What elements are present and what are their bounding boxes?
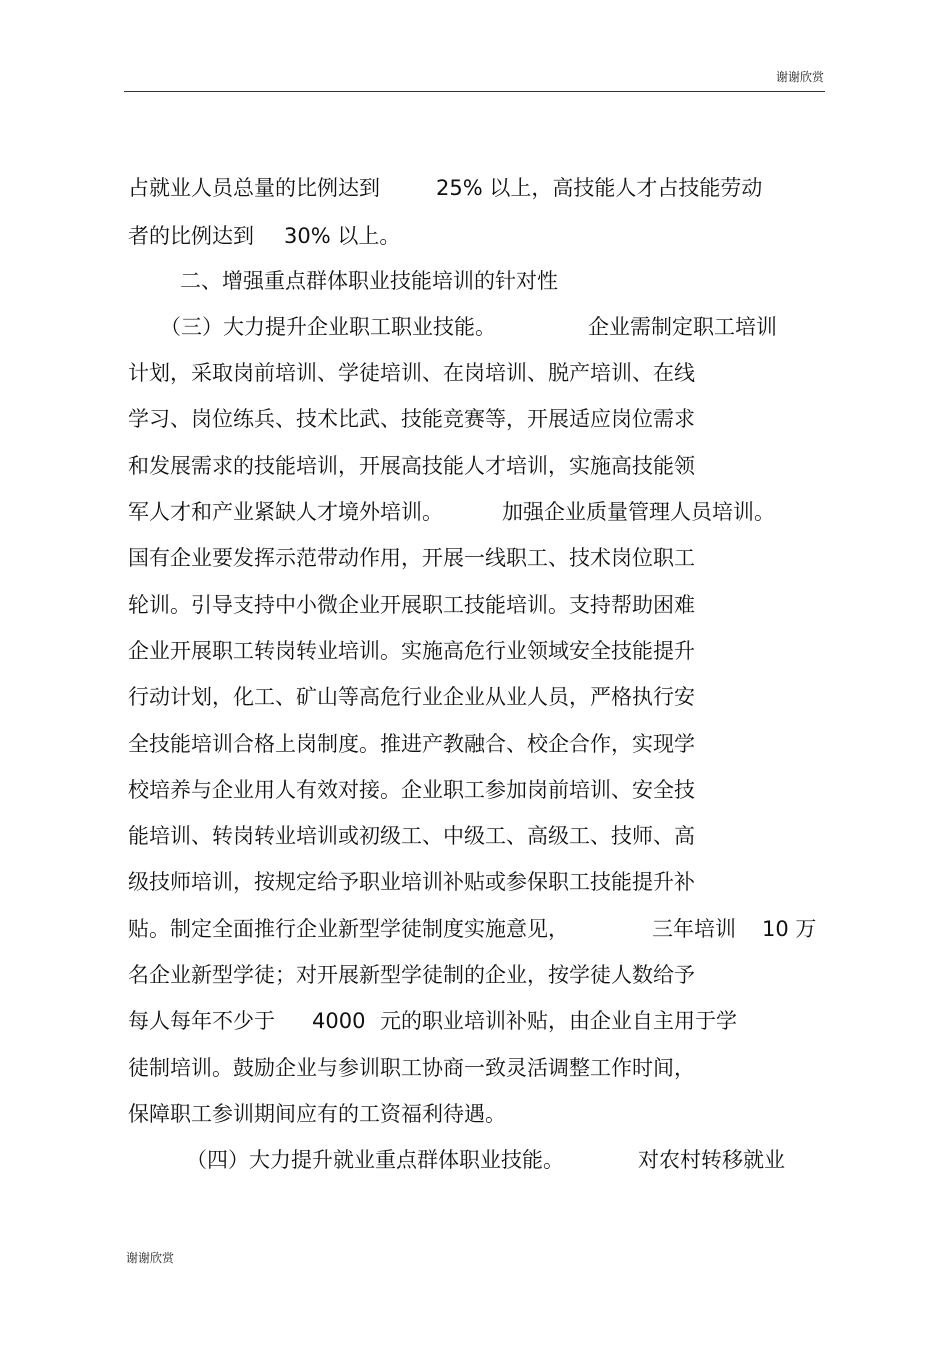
- text-segment: 三年培训: [652, 917, 736, 941]
- text-segment: 10 万: [762, 917, 817, 941]
- text-segment: 30% 以上。: [284, 224, 401, 248]
- text-segment: 级技师培训，按规定给予职业培训补贴或参保职工技能提升补: [128, 870, 695, 894]
- text-segment: 保障职工参训期间应有的工资福利待遇。: [128, 1102, 506, 1126]
- text-segment: 者的比例达到: [128, 224, 254, 248]
- header-text: 谢谢欣赏: [775, 70, 824, 84]
- text-segment: 二、增强重点群体职业技能培训的针对性: [180, 269, 558, 293]
- text-segment: 计划，采取岗前培训、学徒培训、在岗培训、脱产培训、在线: [128, 361, 695, 385]
- header-rule: [124, 91, 825, 92]
- text-segment: 名企业新型学徒；对开展新型学徒制的企业，按学徒人数给予: [128, 963, 695, 987]
- text-segment: 贴。制定全面推行企业新型学徒制度实施意见，: [128, 917, 569, 941]
- text-segment: 徒制培训。鼓励企业与参训职工协商一致灵活调整工作时间，: [128, 1056, 695, 1080]
- text-segment: 国有企业要发挥示范带动作用，开展一线职工、技术岗位职工: [128, 546, 695, 570]
- text-segment: （三）大力提升企业职工职业技能。: [160, 315, 496, 339]
- text-segment: 全技能培训合格上岗制度。推进产教融合、校企合作，实现学: [128, 732, 695, 756]
- text-segment: 对农村转移就业: [638, 1148, 785, 1172]
- text-segment: 校培养与企业用人有效对接。企业职工参加岗前培训、安全技: [128, 778, 695, 802]
- text-segment: 占就业人员总量的比例达到: [128, 176, 380, 200]
- text-segment: （四）大力提升就业重点群体职业技能。: [186, 1148, 564, 1172]
- text-segment: 4000: [312, 1009, 366, 1033]
- text-segment: 学习、岗位练兵、技术比武、技能竞赛等，开展适应岗位需求: [128, 407, 695, 431]
- text-segment: 能培训、转岗转业培训或初级工、中级工、高级工、技师、高: [128, 824, 695, 848]
- text-segment: 轮训。引导支持中小微企业开展职工技能培训。支持帮助困难: [128, 593, 695, 617]
- text-segment: 军人才和产业紧缺人才境外培训。: [128, 500, 443, 524]
- text-segment: 25% 以上，高技能人才占技能劳动: [436, 176, 763, 200]
- text-segment: 每人每年不少于: [128, 1009, 275, 1033]
- text-segment: 企业开展职工转岗转业培训。实施高危行业领域安全技能提升: [128, 639, 695, 663]
- text-segment: 和发展需求的技能培训，开展高技能人才培训，实施高技能领: [128, 454, 695, 478]
- text-segment: 加强企业质量管理人员培训。: [502, 500, 775, 524]
- text-segment: 企业需制定职工培训: [588, 315, 777, 339]
- footer-text: 谢谢欣赏: [126, 1251, 175, 1265]
- text-segment: 行动计划，化工、矿山等高危行业企业从业人员，严格执行安: [128, 685, 695, 709]
- text-segment: 元的职业培训补贴，由企业自主用于学: [380, 1009, 737, 1033]
